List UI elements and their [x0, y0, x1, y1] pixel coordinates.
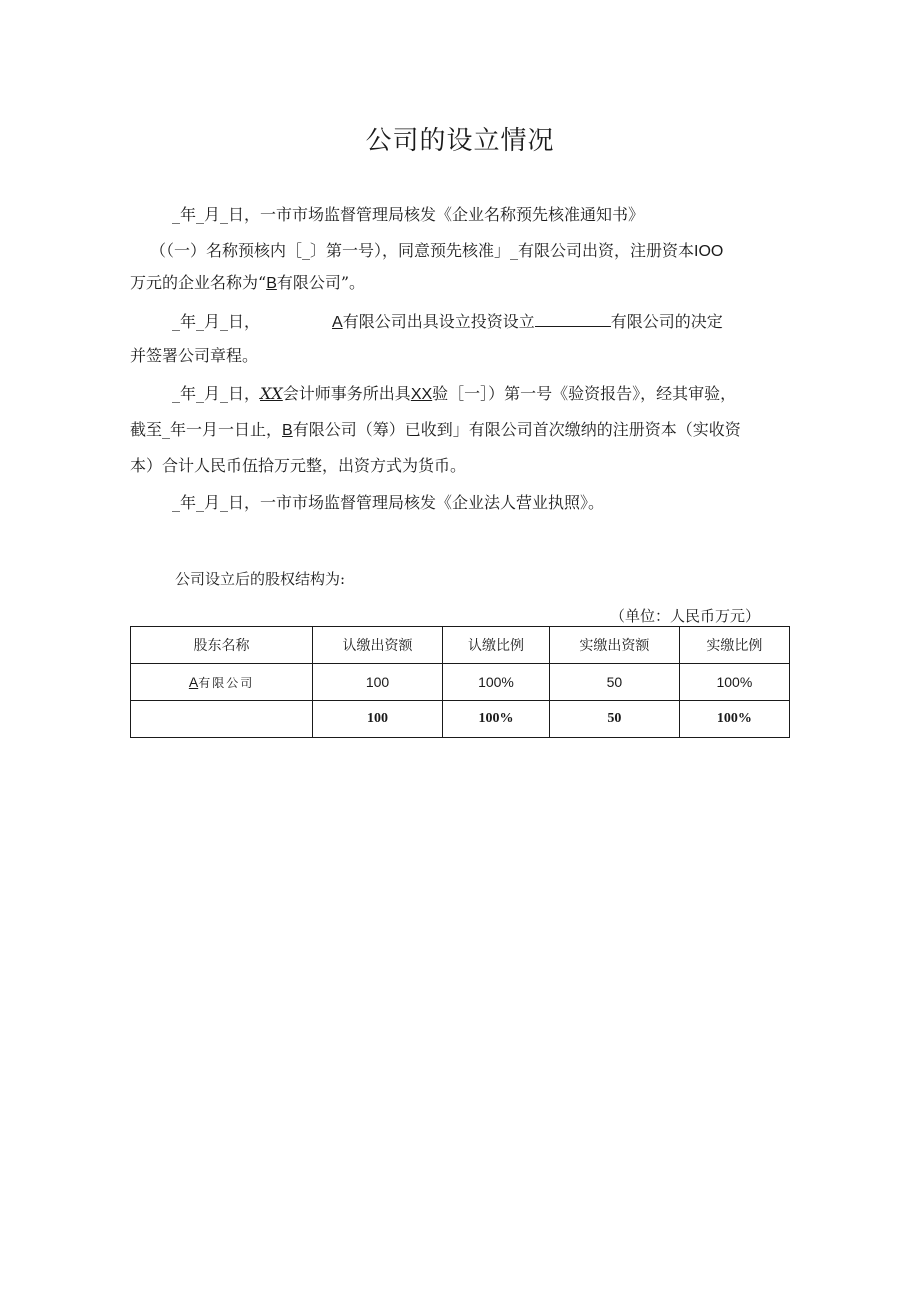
- paragraph-1-line-2-text: （（一）名称预核内［_〕第一号），同意预先核准」_有限公司出资，注册资本: [150, 241, 695, 260]
- unit-note: （单位：人民币万元）: [609, 607, 760, 625]
- paragraph-2-line-1: [172, 310, 723, 334]
- table-total-row: [131, 701, 790, 738]
- paragraph-2-line-2: 并签署公司章程。: [130, 346, 259, 365]
- total-subscribed-amount: 100: [313, 701, 443, 738]
- total-subscribed-ratio: 100%: [442, 701, 549, 738]
- paragraph-2-line-1-end: 有限公司的决定: [610, 312, 723, 331]
- shareholder-name-rest: 有限公司: [198, 675, 255, 690]
- page-title: 公司的设立情况: [365, 126, 555, 156]
- paragraph-3-line-2: [130, 419, 741, 442]
- cell-subscribed-ratio: 100%: [442, 664, 549, 701]
- paragraph-2-date: _年_月_日，: [172, 312, 261, 331]
- paragraph-1-line-2: [150, 240, 723, 263]
- equity-structure-intro: 公司设立后的股权结构为:: [175, 570, 346, 588]
- paragraph-3-line-3: 本）合计人民币伍拾万元整，出资方式为货币。: [130, 456, 467, 475]
- paragraph-3-line-2-end: 有限公司（筹）已收到」有限公司首次缴纳的注册资本（实收资: [292, 420, 741, 439]
- table-row: [131, 664, 790, 701]
- paragraph-3-line-1-text: 会计师事务所出具: [282, 384, 411, 403]
- cell-paid-amount: 50: [550, 664, 680, 701]
- total-paid-amount: 50: [550, 701, 680, 738]
- total-paid-ratio: 100%: [679, 701, 789, 738]
- header-paid-amount: 实缴出资额: [550, 627, 680, 664]
- paragraph-1-line-1: _年_月_日，一市市场监督管理局核发《企业名称预先核准通知书》: [172, 205, 645, 224]
- equity-structure-table: [130, 626, 790, 738]
- cell-paid-ratio: 100%: [679, 664, 789, 701]
- paragraph-3-line-1-end: 验［一］）第一号《验资报告》，经其审验，: [432, 384, 737, 403]
- paragraph-2-line-1-text: 有限公司出具设立投资设立: [342, 312, 535, 331]
- cell-shareholder-name: [131, 664, 313, 701]
- header-subscribed-amount: 认缴出资额: [313, 627, 443, 664]
- paragraph-4-line-1: _年_月_日，一市市场监督管理局核发《企业法人营业执照》。: [172, 493, 605, 512]
- shareholder-letter: A: [188, 673, 199, 690]
- company-b-placeholder: B: [266, 275, 277, 292]
- table-header-row: [131, 627, 790, 664]
- company-a-placeholder: A: [332, 314, 343, 331]
- company-name-blank: [535, 310, 611, 327]
- cell-subscribed-amount: 100: [313, 664, 443, 701]
- verification-code-placeholder: XX: [410, 386, 433, 403]
- header-paid-ratio: 实缴比例: [679, 627, 789, 664]
- accounting-firm-placeholder: XX: [260, 384, 283, 403]
- paragraph-1-line-3-end: 有限公司”。: [276, 273, 366, 292]
- paragraph-3-date: _年_月_日，: [172, 384, 261, 403]
- total-label-cell: [131, 701, 313, 738]
- paragraph-1-line-3: [130, 272, 365, 295]
- registered-capital-value: IOO: [694, 243, 724, 260]
- paragraph-1-line-3-text: 万元的企业名称为“: [130, 273, 267, 292]
- header-subscribed-ratio: 认缴比例: [442, 627, 549, 664]
- paragraph-3-line-1: [172, 383, 736, 406]
- header-shareholder-name: 股东名称: [131, 627, 313, 664]
- paragraph-3-line-2-text: 截至_年一月一日止，: [130, 420, 283, 439]
- company-b-placeholder-2: B: [282, 422, 293, 439]
